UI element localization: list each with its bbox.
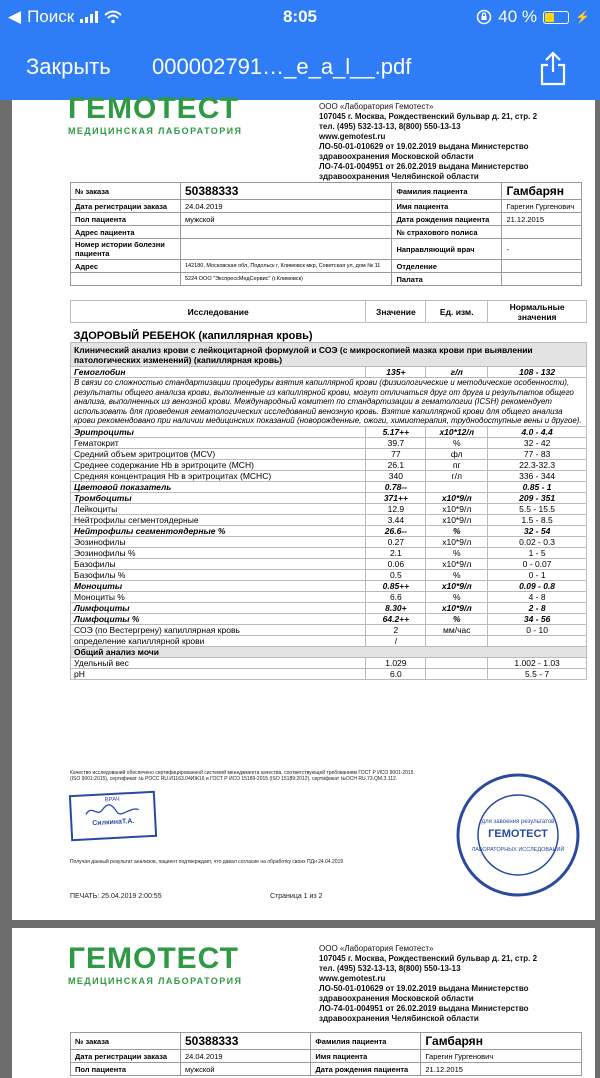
logo-title: ГЕМОТЕСТ: [68, 92, 239, 125]
patient-info-table: № заказа 50388333 Фамилия пациента Гамбарян Дата регистрации заказа 24.04.2019 Имя пациента Гарегин Гургенович Пол пациента мужской Дата рождения пациента 21.12.2015: [70, 1032, 582, 1076]
table-row: Эозинофилы % 2.1 % 1 - 5: [71, 547, 587, 558]
consent-note: Получая данный результат анализов, пациент подтверждает, что давал согласие на обработку своих ПДн 24.04.2019: [70, 859, 344, 865]
lab-round-stamp: [454, 771, 582, 899]
pdf-page-1[interactable]: [12, 92, 595, 920]
col-header-value: Значение: [366, 301, 426, 323]
table-row: Лимфоциты 8.30+ x10*9/л 2 - 8: [71, 602, 587, 613]
doctor-stamp: ВРАЧ СилкинаТ.А.: [69, 791, 157, 841]
section-title: ЗДОРОВЫЙ РЕБЕНОК (капиллярная кровь): [73, 329, 313, 342]
urine-section-title: Общий анализ мочи: [71, 646, 587, 657]
svg-text:ГЕМОТЕСТ: ГЕМОТЕСТ: [488, 828, 548, 840]
table-row: Моноциты 0.85++ x10*9/л 0.09 - 0.8: [71, 580, 587, 591]
table-row: Средняя концентрация Hb в эритроцитах (MCHC) 340 г/л 336 - 344: [71, 470, 587, 481]
patient-info-table: № заказа 50388333 Фамилия пациента Гамбарян Дата регистрации заказа 24.04.2019 Имя пациента Гарегин Гургенович Пол пациента мужской Дата рождения пациента 21.12.2015 Адрес пациента № страхового полиса Номер истории болезни пациента Направляющий врач - Адрес 142180, Московская обл, Подольск г, Климовск мкр, Советская ул, дом № 11 Отделение 5224 ООО "ЭкспрессМедСервис" (г.Климовск) Палата: [70, 182, 582, 286]
back-chevron-icon: ◀: [8, 7, 22, 26]
table-row: СОЭ (по Вестергрену) капиллярная кровь 2 мм/час 0 - 10: [71, 624, 587, 635]
page-number: Страница 1 из 2: [270, 893, 323, 900]
col-header-norm: Нормальные значения: [488, 301, 587, 323]
table-row: Гемоглобин 135+ г/л 108 - 132: [71, 367, 587, 378]
logo: [68, 92, 242, 136]
method-note: В связи со сложностью стандартизации процедуры взятия капиллярной крови (физиологические и методические особенности), результаты общего анализа крови, выполненные из капиллярной крови, могут отличаться друг от друга и результатов общего анализа, выполненных из венозной крови. Международный комитет по стандартизации в гематологии (ICSH) рекомендует использовать для проведения гематологических исследований венозную кровь. Взятие капиллярной крови для общего анализа крови рекомендовано при наличии медицинских показаний (новорожденные, ожоги, химиотерапия, труднодоступные вены и другое).: [71, 378, 587, 427]
lab-details: ООО «Лаборатория Гемотест» 107045 г. Москва, Рождественский бульвар д. 21, стр. 2 тел. (495) 532-13-13, 8(800) 550-13-13 www.gemotest.ru ЛО-50-01-010629 от 19.02.2019 выдана Министерство здравоохранения Московской области ЛО-74-01-004951 от 26.02.2019 выдана Министерство здравоохранения Челябинской области: [319, 944, 538, 1023]
table-row: Эритроциты 5.17++ x10*12/л 4.0 - 4.4: [71, 426, 587, 437]
print-date: ПЕЧАТЬ: 25.04.2019 2:00:55: [70, 893, 162, 900]
share-icon[interactable]: [538, 50, 568, 86]
results-table: [70, 300, 587, 680]
table-row: Нейтрофилы сегментоядерные % 26.6-- % 32 - 54: [71, 525, 587, 536]
table-row: Моноциты % 6.6 % 4 - 8: [71, 591, 587, 602]
table-row: Удельный вес 1.029 1.002 - 1.03: [71, 657, 587, 668]
table-row: Эозинофилы 0.27 x10*9/л 0.02 - 0.3: [71, 536, 587, 547]
col-header-unit: Ед. изм.: [426, 301, 488, 323]
charging-icon: ⚡: [575, 10, 590, 24]
viewer-navbar: [0, 36, 600, 100]
subsection-title: Клинический анализ крови с лейкоцитарной формулой и СОЭ (с микроскопией мазка крови при выявлении патологических изменений) (капиллярная кровь): [71, 343, 587, 367]
battery-icon: [543, 11, 569, 24]
pdf-page-2[interactable]: [12, 928, 595, 1078]
file-title: 000002791…_e_a_l__.pdf: [152, 54, 412, 79]
table-row: pH 6.0 5.5 - 7: [71, 668, 587, 679]
table-row: Базофилы 0.06 x10*9/л 0 - 0.07: [71, 558, 587, 569]
rotation-lock-icon: [476, 9, 492, 25]
table-row: Тромбоциты 371++ x10*9/л 209 - 351: [71, 492, 587, 503]
svg-text:для завоения результатов: для завоения результатов: [481, 819, 555, 825]
table-row: Базофилы % 0.5 % 0 - 1: [71, 569, 587, 580]
status-bar: [0, 0, 600, 36]
logo: ГЕМОТЕСТ МЕДИЦИНСКАЯ ЛАБОРАТОРИЯ: [68, 942, 243, 986]
battery-percent: 40 %: [498, 7, 538, 26]
close-button[interactable]: Закрыть: [26, 54, 111, 79]
table-row: Цветовой показатель 0.78-- 0.85 - 1: [71, 481, 587, 492]
table-row: Средний объем эритроцитов (MCV) 77 фл 77 - 83: [71, 448, 587, 459]
clock: 8:05: [282, 7, 318, 26]
table-row: Гематокрит 39.7 % 32 - 42: [71, 437, 587, 448]
table-row: определение капиллярной крови /: [71, 635, 587, 646]
table-row: Нейтрофилы сегментоядерные 3.44 x10*9/л 1.5 - 8.5: [71, 514, 587, 525]
svg-text:ЛАБОРАТОРНЫХ ИССЛЕДОВАНИЙ: ЛАБОРАТОРНЫХ ИССЛЕДОВАНИЙ: [471, 847, 565, 853]
table-row: Лейкоциты 12.9 x10*9/л 5.5 - 15.5: [71, 503, 587, 514]
table-row: Лимфоциты % 64.2++ % 34 - 56: [71, 613, 587, 624]
table-row: Среднее содержание Hb в эритроците (MCH) 26.1 пг 22.3-32.3: [71, 459, 587, 470]
quality-note: Качество исследований обеспечено сертифицированной системой менеджмента качества, соответствующей требованиям ГОСТ Р ИСО 9001-2015 (ISO 9001:2015), сертификат № РОСС RU.И1163.04ИЖ16 и ГОСТ Р ИСО 15189-2015 (ISO 15189:2012), сертификат №ОСН RU.73.QM.З.112.: [70, 770, 414, 782]
back-app-label: Поиск: [27, 7, 75, 26]
signature-icon: [82, 801, 143, 818]
logo-subtitle: МЕДИЦИНСКАЯ ЛАБОРАТОРИЯ: [68, 126, 243, 136]
lab-details: ООО «Лаборатория Гемотест» 107045 г. Москва, Рождественский бульвар д. 21, стр. 2 тел. (495) 532-13-13, 8(800) 550-13-13 www.gemotest.ru ЛО-50-01-010629 от 19.02.2019 выдана Министерство здравоохранения Московской области ЛО-74-01-004951 от 26.02.2019 выдана Министерство здравоохранения Челябинской области: [319, 102, 538, 181]
col-header-test: Исследование: [71, 301, 366, 323]
